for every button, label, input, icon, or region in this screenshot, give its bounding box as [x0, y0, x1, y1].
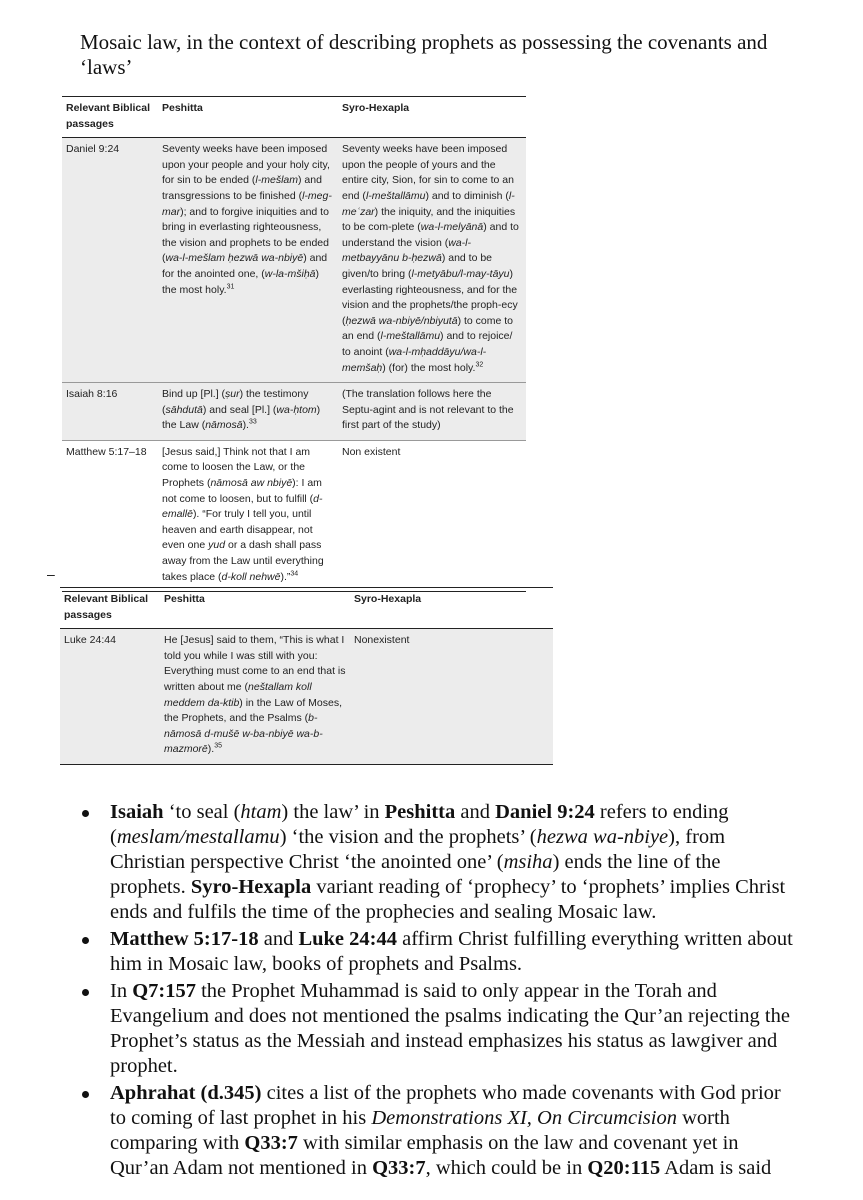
peshitta-cell: He [Jesus] said to them, “This is what I told you while I was still with you: Everything must come to an end that is written about me (neštallam koll meddem da-ktib) in the Law of Moses, the Prophets, and the Psalms (b-nāmosā d-mušē w-ba-nbiyē wa-b-mazmorē).$^{35}$: [160, 629, 350, 765]
table-header-row: [60, 588, 553, 629]
list-item: [110, 800, 800, 925]
comparison-table-2: [60, 587, 553, 765]
comparison-table-1: [62, 96, 526, 592]
bullet-icon: [82, 937, 89, 944]
list-item: [110, 927, 800, 977]
header-syro-hexapla: Syro-Hexapla: [354, 593, 422, 605]
passage-cell: Isaiah 8:16: [62, 383, 158, 441]
hexapla-cell: (The translation follows here the Septu-agint and is not relevant to the first part of the study): [338, 383, 526, 441]
header-syro-hexapla: Syro-Hexapla: [342, 102, 410, 114]
list-item: [110, 979, 800, 1079]
table-row: [62, 138, 526, 383]
header-peshitta: Peshitta: [164, 593, 205, 605]
peshitta-cell: Seventy weeks have been imposed upon your people and your holy city, for sin to be ended (l-mešlam) and transgressions to be finished (l-meg-mar); and to forgive iniquities and to bring in everlasting righteousness, the vision and prophets to be ended (wa-l-mešlam ḥezwā wa-nbiyē) and for the anointed one, (w-la-mšiḥā) the most holy.$^{31}$: [158, 138, 338, 383]
header-passages: Relevant Biblical passages: [64, 593, 149, 621]
passage-cell: Daniel 9:24: [62, 138, 158, 383]
bullet-list: [110, 800, 800, 1183]
list-item-text: In Q7:157 the Prophet Muhammad is said to only appear in the Torah and Evangelium and does not mentioned the psalms indicating the Qur’an rejecting the Prophet’s status as the Messiah and instead emphasizes his status as lawgiver and prophet.: [110, 980, 790, 1077]
header-passages: Relevant Biblical passages: [66, 102, 151, 130]
hexapla-cell: Non existent: [342, 445, 401, 458]
separator-dash: –: [47, 566, 55, 582]
header-peshitta: Peshitta: [162, 102, 203, 114]
bullet-icon: [82, 810, 89, 817]
table-header-row: [62, 97, 526, 138]
list-item-text: Aphrahat (d.345) cites a list of the prophets who made covenants with God prior to coming of last prophet in his Demonstrations XI, On Circumcision worth comparing with Q33:7 with similar emphasis on the law and covenant yet in Qur’an Adam not mentioned in Q33:7, which could be in Q20:115 Adam is said: [110, 1082, 781, 1179]
hexapla-cell: Seventy weeks have been imposed upon the people of yours and the entire city, Sion, for sin to come to an end (l-meštallāmu) and to diminish (l-meʿzar) the iniquity, and the iniquities to be com-plete (wa-l-melyānā) and to understand the vision (wa-l-metbayyānu b-ḥezwā) and to be given/to bring (l-metyābu/l-may-tāyu) everlasting righteousness, and for the vision and the prophets/the proph-ecy (ḥezwā wa-nbiyē/nbiyutā) to come to an end (l-meštallāmu) and to rejoice/ to anoint (wa-l-mḥaddāyu/wa-l-memšaḥ) (for) the most holy.$^{32}$: [338, 138, 526, 383]
list-item-text: Isaiah ‘to seal (htam) the law’ in Peshitta and Daniel 9:24 refers to ending (meslam/mestallamu) ‘the vision and the prophets’ (hezwa wa-nbiye), from Christian perspective Christ ‘the anointed one’ (msiha) ends the line of the prophets. Syro-Hexapla variant reading of ‘prophecy’ to ‘prophets’ implies Christ ends and fulfils the time of the prophecies and sealing Mosaic law.: [110, 801, 786, 923]
table-row: [62, 440, 526, 591]
hexapla-cell: Nonexistent: [350, 629, 553, 765]
intro-paragraph: Mosaic law, in the context of describing prophets as possessing the covenants and ‘laws’: [80, 30, 768, 79]
passage-cell: Luke 24:44: [60, 629, 160, 765]
list-item: [110, 1081, 800, 1181]
table-row: [62, 383, 526, 441]
peshitta-cell: [Jesus said,] Think not that I am come to loosen the Law, or the Prophets (nāmosā aw nbiyē): I am not come to loosen, but to fulfill (d-emallē). “For truly I tell you, until heaven and earth disappear, not even one yud or a dash shall pass away from the Law until everything takes place (d-koll nehwē).”$^{34}$: [162, 445, 324, 583]
bullet-icon: [82, 1091, 89, 1098]
passage-cell: Matthew 5:17–18: [66, 445, 147, 458]
bullet-icon: [82, 989, 89, 996]
peshitta-cell: Bind up [Pl.] (ṣur) the testimony (sāhdutā) and seal [Pl.] (wa-ḥtom) the Law (nāmosā).$^{33}$: [158, 383, 338, 441]
list-item-text: Matthew 5:17-18 and Luke 24:44 affirm Christ fulfilling everything written about him in Mosaic law, books of prophets and Psalms.: [110, 928, 793, 975]
table-row: [60, 629, 553, 765]
